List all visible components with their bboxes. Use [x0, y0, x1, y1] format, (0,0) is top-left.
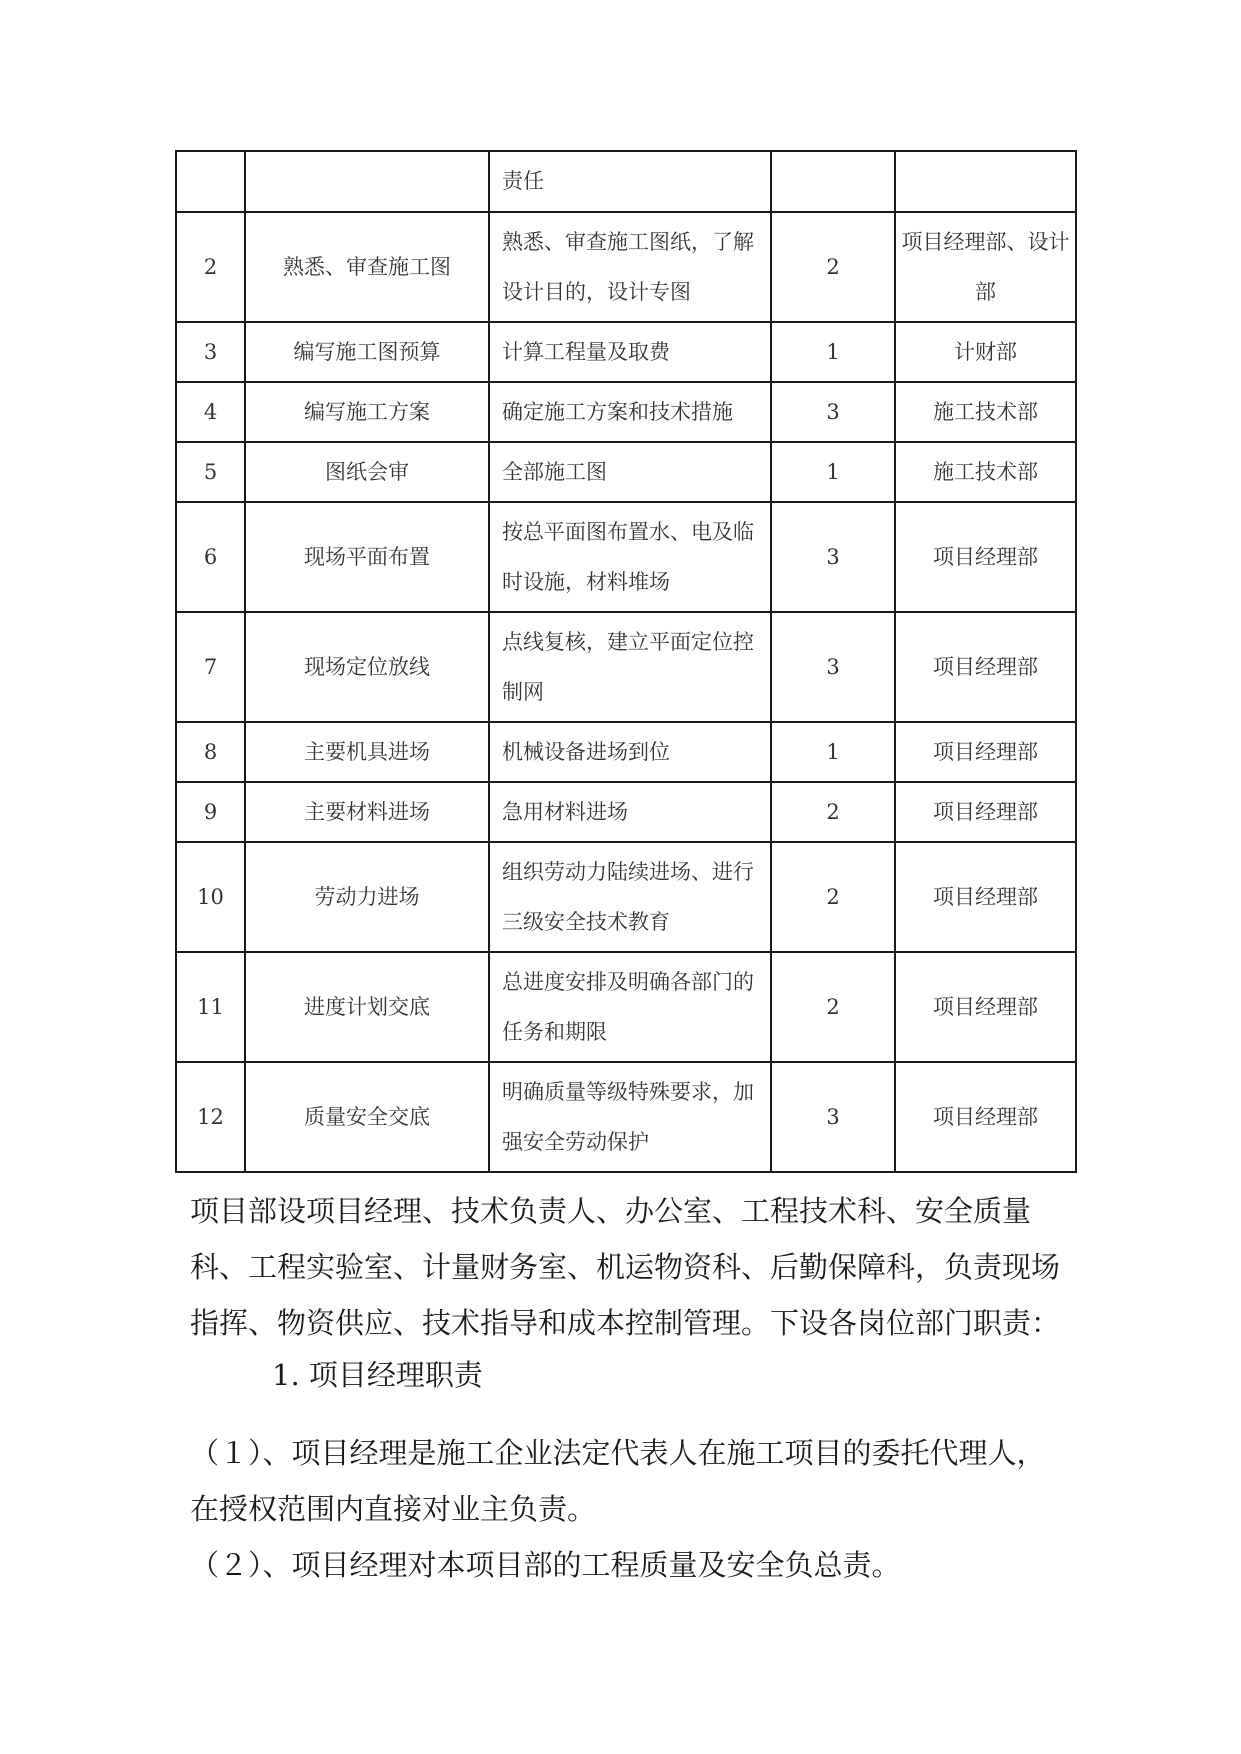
cell-item: 编写施工图预算 [245, 322, 489, 382]
cell-days: 3 [771, 502, 895, 612]
schedule-table [175, 150, 1077, 1173]
table-row [176, 442, 1076, 502]
cell-dept: 项目经理部 [895, 722, 1076, 782]
cell-content: 计算工程量及取费 [489, 322, 771, 382]
duty-item-1: （１）、项目经理是施工企业法定代表人在施工项目的委托代理人，在授权范围内直接对业主负责。 [190, 1436, 1046, 1526]
cell-no: 6 [176, 502, 245, 612]
cell-item: 进度计划交底 [245, 952, 489, 1062]
cell-dept: 项目经理部 [895, 952, 1076, 1062]
table-row [176, 322, 1076, 382]
cell-no: 4 [176, 382, 245, 442]
cell-content: 责任 [489, 151, 771, 212]
cell-item: 现场平面布置 [245, 502, 489, 612]
cell-no: 7 [176, 612, 245, 722]
cell-dept: 项目经理部、设计部 [895, 212, 1076, 322]
cell-content: 点线复核，建立平面定位控制网 [489, 612, 771, 722]
cell-days: 3 [771, 1062, 895, 1172]
cell-no: 3 [176, 322, 245, 382]
cell-item: 主要材料进场 [245, 782, 489, 842]
table-row [176, 612, 1076, 722]
cell-item: 现场定位放线 [245, 612, 489, 722]
cell-item: 劳动力进场 [245, 842, 489, 952]
cell-item: 熟悉、审查施工图 [245, 212, 489, 322]
cell-no: 5 [176, 442, 245, 502]
cell-item: 质量安全交底 [245, 1062, 489, 1172]
cell-dept: 施工技术部 [895, 442, 1076, 502]
section-heading: 1. 项目经理职责 [272, 1358, 483, 1392]
cell-item: 编写施工方案 [245, 382, 489, 442]
table-row [176, 722, 1076, 782]
cell-days: 3 [771, 612, 895, 722]
cell-content: 明确质量等级特殊要求，加强安全劳动保护 [489, 1062, 771, 1172]
cell-content: 总进度安排及明确各部门的任务和期限 [489, 952, 771, 1062]
cell-days: 3 [771, 382, 895, 442]
cell-dept: 项目经理部 [895, 502, 1076, 612]
table-row [176, 842, 1076, 952]
table-row [176, 1062, 1076, 1172]
cell-content: 组织劳动力陆续进场、进行三级安全技术教育 [489, 842, 771, 952]
cell-dept: 项目经理部 [895, 612, 1076, 722]
table-row [176, 151, 1076, 212]
cell-days: 1 [771, 322, 895, 382]
table-row [176, 382, 1076, 442]
cell-item: 图纸会审 [245, 442, 489, 502]
cell-days: 2 [771, 952, 895, 1062]
cell-content: 按总平面图布置水、电及临时设施，材料堆场 [489, 502, 771, 612]
cell-content: 熟悉、审查施工图纸，了解设计目的，设计专图 [489, 212, 771, 322]
table-body [176, 151, 1076, 1172]
cell-content: 确定施工方案和技术措施 [489, 382, 771, 442]
table-row [176, 782, 1076, 842]
cell-content: 急用材料进场 [489, 782, 771, 842]
cell-no: 12 [176, 1062, 245, 1172]
table-row [176, 502, 1076, 612]
cell-days: 2 [771, 842, 895, 952]
cell-item: 主要机具进场 [245, 722, 489, 782]
cell-no: 9 [176, 782, 245, 842]
cell-dept: 计财部 [895, 322, 1076, 382]
cell-days: 1 [771, 722, 895, 782]
cell-days: 1 [771, 442, 895, 502]
cell-no: 8 [176, 722, 245, 782]
cell-content: 机械设备进场到位 [489, 722, 771, 782]
cell-item [245, 151, 489, 212]
cell-no [176, 151, 245, 212]
cell-dept: 施工技术部 [895, 382, 1076, 442]
cell-dept [895, 151, 1076, 212]
cell-dept: 项目经理部 [895, 1062, 1076, 1172]
table-row [176, 212, 1076, 322]
cell-no: 10 [176, 842, 245, 952]
cell-days [771, 151, 895, 212]
table-row [176, 952, 1076, 1062]
cell-days: 2 [771, 212, 895, 322]
duty-item-2: （２）、项目经理对本项目部的工程质量及安全负总责。 [190, 1548, 901, 1582]
cell-content: 全部施工图 [489, 442, 771, 502]
cell-dept: 项目经理部 [895, 842, 1076, 952]
cell-no: 11 [176, 952, 245, 1062]
cell-no: 2 [176, 212, 245, 322]
cell-days: 2 [771, 782, 895, 842]
cell-dept: 项目经理部 [895, 782, 1076, 842]
intro-paragraph: 项目部设项目经理、技术负责人、办公室、工程技术科、安全质量科、工程实验室、计量财务室、机运物资科、后勤保障科，负责现场指挥、物资供应、技术指导和成本控制管理。下设各岗位部门职责： [190, 1194, 1061, 1340]
